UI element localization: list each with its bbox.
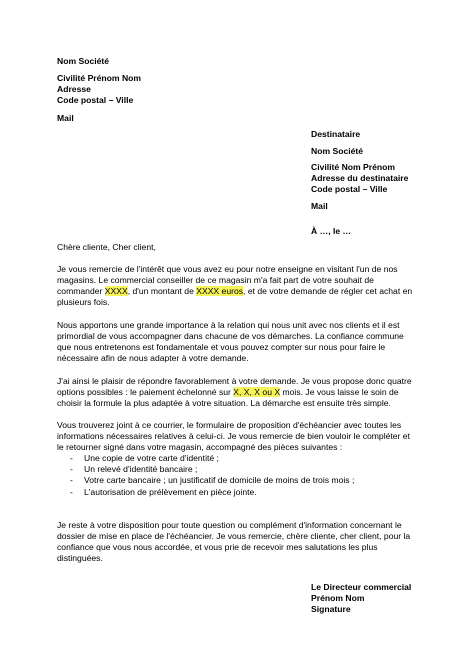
paragraph-closing [57,520,415,564]
sender-company: Nom Société [57,56,110,66]
paragraph-options [57,376,415,409]
relationship-text: Nous apportons une grande importance à la relation qui nous unit avec nos clients et il est primordial de vous accompagner dans chacune de vos démarches. La confiance commune que nous entretenons est fondamentale et vous pouvez compter sur nous pour faire le nécessaire afin de nous adapter à votre demande. [57,320,404,364]
sender-name: Civilité Prénom Nom [57,73,142,83]
closing-text: Je reste à votre disposition pour toute question ou complément d'information concernant le dossier de mise en place de l'échéancier. Je vous remercie, chère cliente, cher client, pour la confiance que vous nous accordée, et vous prie de recevoir mes salutations les plus distinguées. [57,520,411,564]
signature-name: Prénom Nom [311,593,365,603]
list-item: - Votre carte bancaire ; un justificatif de domicile de moins de trois mois ; [57,475,415,486]
options-text-b: mois. Je vous laisse le soin de choisir la formule la plus adaptée à votre situation. La démarche est ensuite très simple. [57,387,399,409]
recipient-company: Nom Société [311,146,364,156]
documents-text: Vous trouverez joint à ce courrier, le formulaire de proposition d'échéancier avec toutes les informations nécessaires relatives à celui-ci. Je vous remercie de bien vouloir le compléter et le retourner signé dans votre magasin, accompagné des pièces suivantes : [57,420,410,453]
documents-list [57,453,415,497]
highlight-months: X, X, X ou X [233,387,281,398]
sender-city: Code postal – Ville [57,95,134,105]
signature-title: Le Directeur commercial [311,582,412,592]
highlight-amount: XXXX euros [196,286,244,297]
recipient-address: Adresse du destinataire [311,173,409,183]
list-item: - Un relevé d'identité bancaire ; [57,464,415,475]
recipient-label: Destinataire [311,129,361,139]
recipient-name: Civilité Nom Prénom [311,162,396,172]
options-text-a: J'ai ainsi le plaisir de répondre favorablement à votre demande. Je vous propose donc quatre options possibles : le paiement échelonné sur [57,376,412,398]
list-item: - L'autorisation de prélèvement en pièce jointe. [57,487,415,498]
intro-text-a: Je vous remercie de l'intérêt que vous avez eu pour notre enseigne en visitant l'un de nos magasins. Le commercial conseiller de ce magasin m'a fait part de votre souhait de commander [57,264,398,297]
paragraph-documents [57,420,415,498]
intro-text-b: , d'un montant de [127,286,197,297]
signature-label: Signature [311,604,351,614]
recipient-mail: Mail [311,201,328,211]
list-item: - Une copie de votre carte d'identité ; [57,453,415,464]
highlight-product: XXXX [104,286,128,297]
sender-mail: Mail [57,113,74,123]
paragraph-relationship [57,320,415,364]
place-date: À …, le … [311,226,352,236]
intro-text-c: , et de votre demande de régler cet achat en plusieurs fois. [57,286,413,308]
paragraph-intro [57,264,415,308]
sender-address: Adresse [57,84,91,94]
recipient-city: Code postal – Ville [311,184,388,194]
greeting: Chère cliente, Cher client, [57,242,156,252]
